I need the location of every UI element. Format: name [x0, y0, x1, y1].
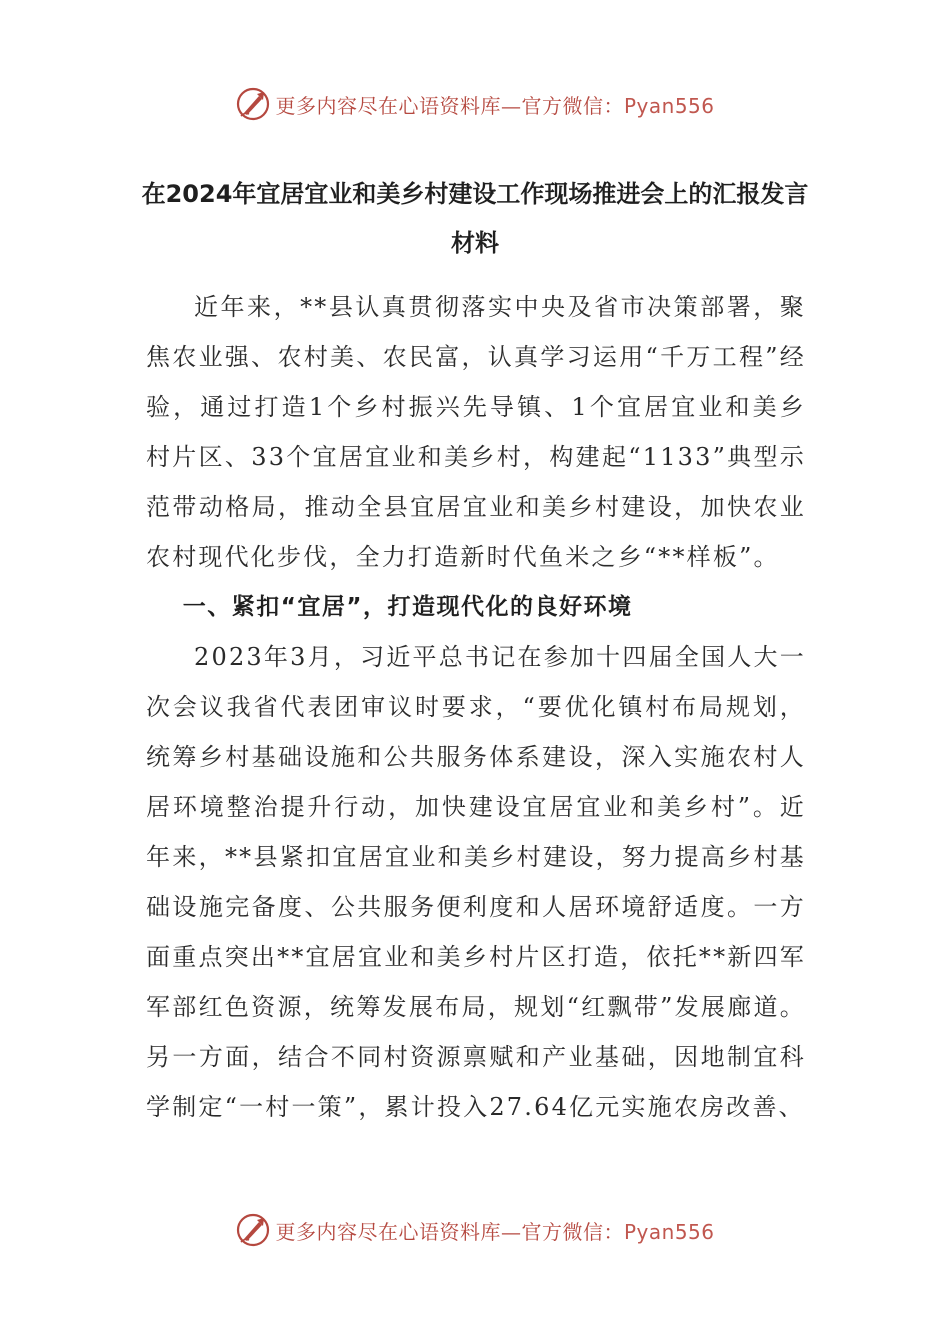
section-1-heading: 一、紧扣“宜居”，打造现代化的良好环境 [182, 594, 633, 620]
intro-paragraph: 近年来，**县认真贯彻落实中央及省市决策部署，聚焦农业强、农村美、农民富，认真学习运用“千万工程”经验，通过打造1个乡村振兴先导镇、1个宜居宜业和美乡村片区、33个宜居宜业和美乡村，构建起“1133”典型示范带动格局，推动全县宜居宜业和美乡村建设，加快农业农村现代化步伐，全力打造新时代鱼米之乡“**样板”。 [146, 293, 806, 571]
header-wechat-id: Pyan556 [623, 93, 715, 118]
section-1-paragraph: 2023年3月，习近平总书记在参加十四届全国人大一次会议我省代表团审议时要求，“要优化镇村布局规划，统筹乡村基础设施和公共服务体系建设，深入实施农村人居环境整治提升行动，加快建设宜居宜业和美乡村”。近年来，**县紧扣宜居宜业和美乡村建设，努力提高乡村基础设施完备度、公共服务便利度和人居环境舒适度。一方面重点突出**宜居宜业和美乡村片区打造，依托**新四军军部红色资源，统筹发展布局，规划“红飘带”发展廊道。另一方面，结合不同村资源禀赋和产业基础，因地制宜科学制定“一村一策”，累计投入27.64亿元实施农房改善、 [146, 643, 806, 1121]
quill-logo-icon [235, 1212, 271, 1248]
quill-logo-icon [235, 86, 271, 122]
footer-banner-text: 更多内容尽在心语资料库—官方微信： [275, 1219, 624, 1244]
document-body [146, 282, 806, 1132]
document-title: 在2024年宜居宜业和美乡村建设工作现场推进会上的汇报发言材料 [141, 180, 809, 257]
footer-banner [0, 1208, 950, 1252]
header-banner [0, 82, 950, 126]
footer-wechat-id: Pyan556 [623, 1219, 715, 1244]
header-banner-text: 更多内容尽在心语资料库—官方微信： [275, 93, 624, 118]
